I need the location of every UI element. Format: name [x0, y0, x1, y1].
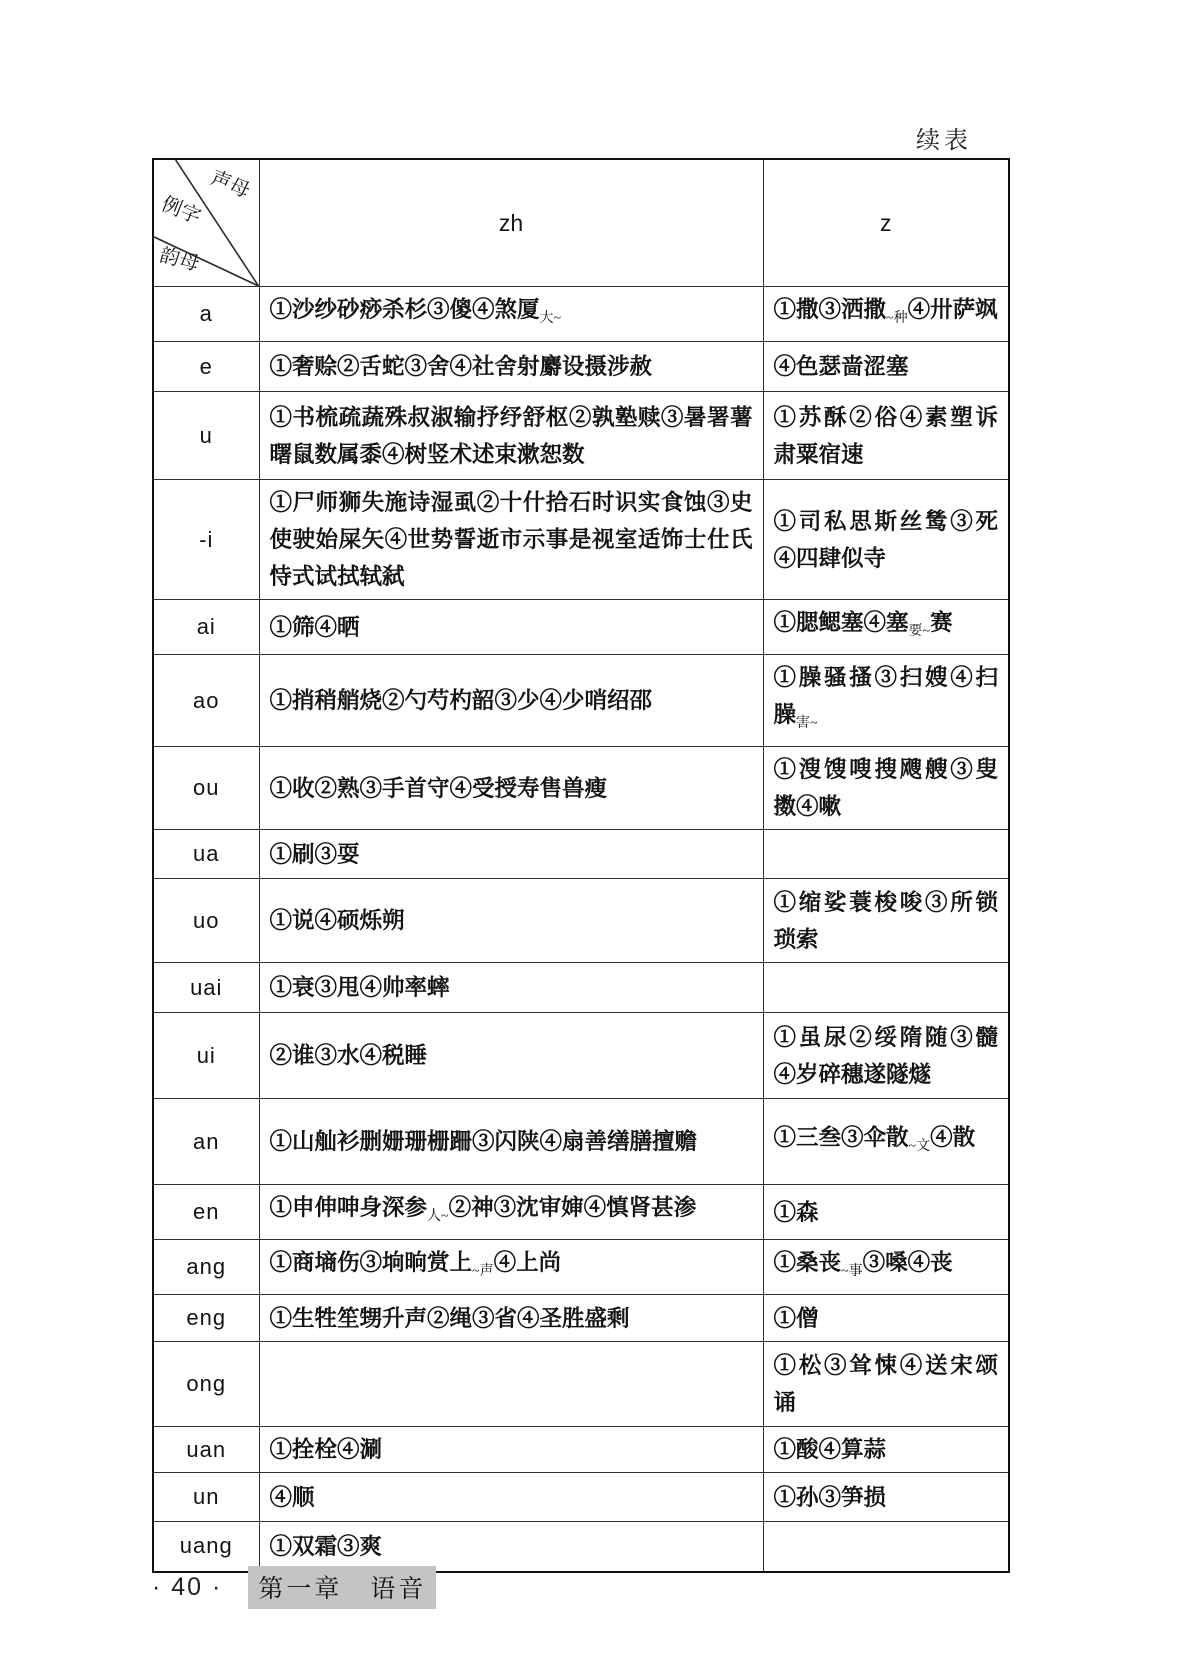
reading-annotation: ~事: [841, 1264, 863, 1279]
chapter-label: 第一章 语音: [248, 1566, 436, 1609]
diagonal-corner-cell: [153, 159, 259, 287]
table-row: [153, 1427, 1009, 1473]
table-row: [153, 342, 1009, 392]
final-label: ui: [153, 1013, 259, 1099]
final-label: uo: [153, 879, 259, 963]
z-cell: [763, 1522, 1009, 1572]
z-cell: [763, 963, 1009, 1013]
zh-cell: ①山舢衫删姗珊栅跚③闪陕④扇善缮膳擅赡: [259, 1099, 763, 1185]
column-header-zh: zh: [259, 159, 763, 287]
zh-cell: ①说④硕烁朔: [259, 879, 763, 963]
zh-cell: ④顺: [259, 1473, 763, 1522]
final-label: uang: [153, 1522, 259, 1572]
z-cell: ①苏酥②俗④素塑诉肃粟宿速: [763, 392, 1009, 480]
zh-cell: ①拴栓④涮: [259, 1427, 763, 1473]
reading-annotation: ~文: [908, 1138, 931, 1154]
zh-cell: ①双霜③爽: [259, 1522, 763, 1572]
zh-cell: ①收②熟③手首守④受授寿售兽瘦: [259, 747, 763, 830]
table-row: [153, 392, 1009, 480]
z-cell: ①臊骚搔③扫嫂④扫臊$_{害\sim}$: [763, 655, 1009, 747]
table-row: [153, 830, 1009, 879]
corner-label-example-chars: 例字: [158, 193, 204, 229]
zh-cell: ①书梳疏蔬殊叔淑输抒纾舒枢②孰塾赎③暑署薯曙鼠数属黍④树竖术述束漱恕数: [259, 392, 763, 480]
table-row: [153, 879, 1009, 963]
final-label: ou: [153, 747, 259, 830]
z-cell: [763, 830, 1009, 879]
z-cell: ①溲馊嗖搜飕艘③叟擞④嗽: [763, 747, 1009, 830]
zh-cell: ①商墒伤③垧晌赏上$_{\sim 声}$④上尚: [259, 1240, 763, 1295]
z-cell: ①司私思斯丝鸶③死④四肆似寺: [763, 480, 1009, 600]
table-row: [153, 600, 1009, 655]
z-cell: ①松③耸悚④送宋颂诵: [763, 1342, 1009, 1427]
final-label: ao: [153, 655, 259, 747]
z-cell: ①僧: [763, 1295, 1009, 1342]
page-footer: [152, 1566, 436, 1609]
z-cell: ①虽尿②绥隋随③髓④岁碎穗遂隧燧: [763, 1013, 1009, 1099]
reading-annotation: 要~: [908, 624, 931, 639]
final-label: un: [153, 1473, 259, 1522]
zh-cell: ①生牲笙甥升声②绳③省④圣胜盛剩: [259, 1295, 763, 1342]
final-label: uan: [153, 1427, 259, 1473]
table-row: [153, 747, 1009, 830]
z-cell: ①酸④算蒜: [763, 1427, 1009, 1473]
final-label: eng: [153, 1295, 259, 1342]
zh-cell: [259, 1342, 763, 1427]
final-label: an: [153, 1099, 259, 1185]
final-label: u: [153, 392, 259, 480]
z-cell: ①森: [763, 1185, 1009, 1240]
table-row: [153, 1342, 1009, 1427]
pinyin-table-body: [153, 287, 1009, 1572]
table-row: [153, 287, 1009, 342]
z-cell: ④色瑟啬涩塞: [763, 342, 1009, 392]
table-row: [153, 480, 1009, 600]
table-row: [153, 1099, 1009, 1185]
pinyin-syllable-table: [152, 158, 1010, 1573]
table-row: [153, 655, 1009, 747]
z-cell: ①孙③笋损: [763, 1473, 1009, 1522]
zh-cell: ①沙纱砂痧杀杉③傻④煞厦$_{大\sim}$: [259, 287, 763, 342]
corner-label-initials: 声母: [206, 167, 253, 203]
reading-annotation: ~种: [886, 311, 908, 326]
column-header-z: z: [763, 159, 1009, 287]
table-row: [153, 1522, 1009, 1572]
table-row: [153, 1473, 1009, 1522]
table-row: [153, 963, 1009, 1013]
continued-table-label: 续表: [916, 127, 972, 154]
final-label: -i: [153, 480, 259, 600]
final-label: ua: [153, 830, 259, 879]
reading-annotation: 大~: [539, 311, 562, 326]
final-label: ong: [153, 1342, 259, 1427]
zh-cell: ①捎稍艄烧②勺芍杓韶③少④少哨绍邵: [259, 655, 763, 747]
zh-cell: ①奢赊②舌蛇③舍④社舍射麝设摄涉赦: [259, 342, 763, 392]
z-cell: ①缩娑蓑梭唆③所锁琐索: [763, 879, 1009, 963]
z-cell: ①撒③洒撒$_{\sim 种}$④卅萨飒: [763, 287, 1009, 342]
zh-cell: ①申伸呻身深参$_{人\sim}$②神③沈审婶④慎肾甚渗: [259, 1185, 763, 1240]
z-cell: ①桑丧$_{\sim 事}$③嗓④丧: [763, 1240, 1009, 1295]
final-label: ang: [153, 1240, 259, 1295]
final-label: ai: [153, 600, 259, 655]
reading-annotation: ~声: [472, 1264, 494, 1279]
table-row: [153, 1240, 1009, 1295]
reading-annotation: 害~: [796, 716, 818, 731]
zh-cell: ②谁③水④税睡: [259, 1013, 763, 1099]
final-label: e: [153, 342, 259, 392]
zh-cell: ①筛④晒: [259, 600, 763, 655]
table-row: [153, 1295, 1009, 1342]
z-cell: ①三叁③伞散$_{\sim 文}$④散: [763, 1099, 1009, 1185]
corner-label-finals: 韵母: [157, 244, 202, 276]
page-number: · 40 ·: [152, 1573, 223, 1601]
zh-cell: ①衰③甩④帅率蟀: [259, 963, 763, 1013]
final-label: en: [153, 1185, 259, 1240]
z-cell: ①腮鳃塞④塞$_{要\sim}$赛: [763, 600, 1009, 655]
final-label: a: [153, 287, 259, 342]
header-row: [153, 159, 1009, 287]
table-row: [153, 1185, 1009, 1240]
reading-annotation: 人~: [427, 1209, 449, 1224]
final-label: uai: [153, 963, 259, 1013]
zh-cell: ①刷③耍: [259, 830, 763, 879]
table-row: [153, 1013, 1009, 1099]
zh-cell: ①尸师狮失施诗湿虱②十什拾石时识实食蚀③史使驶始屎矢④世势誓逝市示事是视室适饰士仕氏恃式试拭轼弑: [259, 480, 763, 600]
